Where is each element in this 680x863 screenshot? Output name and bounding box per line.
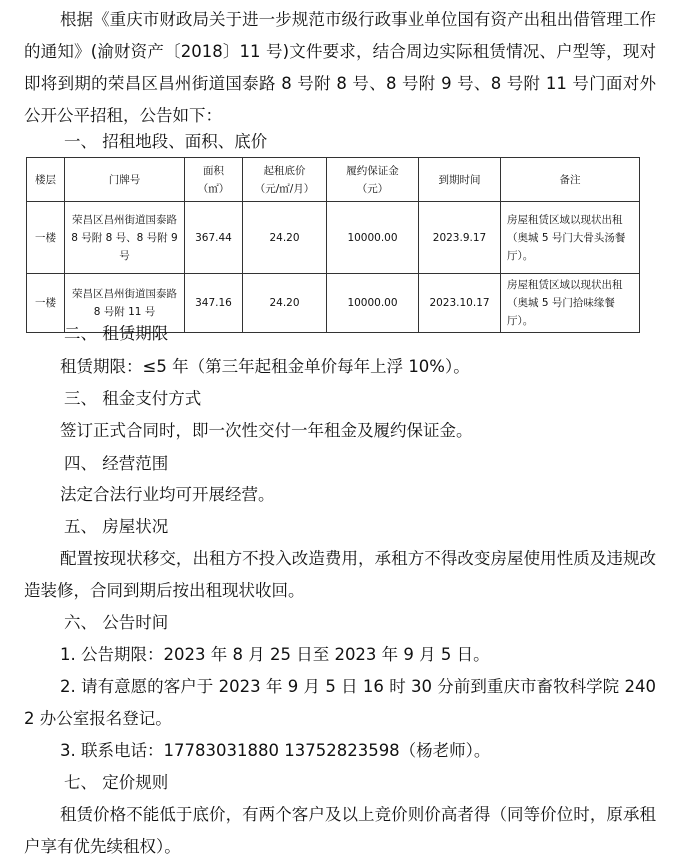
header-floor: 楼层 — [27, 158, 65, 202]
cell-expiry: 2023.9.17 — [419, 202, 501, 274]
section-6-item-3: 3. 联系电话：17783031880 13752823598（杨老师）。 — [60, 741, 491, 760]
cell-base-price: 24.20 — [243, 202, 327, 274]
header-deposit: 履约保证金 （元） — [327, 158, 419, 202]
section-7-body: 租赁价格不能低于底价，有两个客户及以上竞价则价高者得（同等价位时，原承租户享有优先续租权）。 — [24, 805, 656, 856]
section-5-body: 配置按现状移交，出租方不投入改造费用，承租方不得改变房屋使用性质及违规改造装修，合同到期后按出租现状收回。 — [24, 549, 656, 600]
section-4-heading: 四、 经营范围 — [64, 454, 169, 473]
intro-paragraph: 根据《重庆市财政局关于进一步规范市级行政事业单位国有资产出租出借管理工作的通知》(渝财资产〔2018〕11 号)文件要求，结合周边实际租赁情况、户型等，现对即将到期的荣昌区昌州街道国泰路 8 号附 8 号、8 号附 9 号、8 号附 11 号门面对外公开公平招租，公告如下： — [24, 10, 656, 125]
cell-base-price: 24.20 — [243, 274, 327, 333]
section-7-heading: 七、 定价规则 — [64, 773, 169, 792]
section-1-heading: 一、 招租地段、面积、底价 — [64, 132, 268, 151]
cell-deposit: 10000.00 — [327, 202, 419, 274]
rental-table — [26, 157, 640, 333]
table-row — [27, 202, 640, 274]
section-3-body: 签订正式合同时，即一次性交付一年租金及履约保证金。 — [60, 421, 473, 440]
section-6-item-1: 1. 公告期限：2023 年 8 月 25 日至 2023 年 9 月 5 日。 — [60, 645, 490, 664]
section-2-heading: 二、 租赁期限 — [64, 324, 169, 343]
cell-address: 荣昌区昌州街道国泰路 8 号附 11 号 — [65, 274, 185, 333]
header-expiry: 到期时间 — [419, 158, 501, 202]
section-4-body: 法定合法行业均可开展经营。 — [60, 485, 275, 504]
cell-address: 荣昌区昌州街道国泰路 8 号附 8 号、8 号附 9 号 — [65, 202, 185, 274]
cell-floor: 一楼 — [27, 274, 65, 333]
cell-area: 347.16 — [185, 274, 243, 333]
section-2-body: 租赁期限：≤5 年（第三年起租金单价每年上浮 10%）。 — [60, 357, 470, 376]
cell-deposit: 10000.00 — [327, 274, 419, 333]
section-5-heading: 五、 房屋状况 — [64, 517, 169, 536]
table-header-row — [27, 158, 640, 202]
cell-area: 367.44 — [185, 202, 243, 274]
header-address: 门牌号 — [65, 158, 185, 202]
cell-note: 房屋租赁区域以现状出租（奥城 5 号门拾味缘餐厅）。 — [501, 274, 640, 333]
cell-floor: 一楼 — [27, 202, 65, 274]
section-3-heading: 三、 租金支付方式 — [64, 389, 202, 408]
header-base-price: 起租底价 （元/㎡/月） — [243, 158, 327, 202]
cell-expiry: 2023.10.17 — [419, 274, 501, 333]
section-6-heading: 六、 公告时间 — [64, 613, 169, 632]
section-6-item-2: 2. 请有意愿的客户于 2023 年 9 月 5 日 16 时 30 分前到重庆市畜牧科学院 2402 办公室报名登记。 — [24, 677, 656, 728]
cell-note: 房屋租赁区域以现状出租（奥城 5 号门大骨头汤餐厅）。 — [501, 202, 640, 274]
header-area: 面积 （㎡） — [185, 158, 243, 202]
header-note: 备注 — [501, 158, 640, 202]
